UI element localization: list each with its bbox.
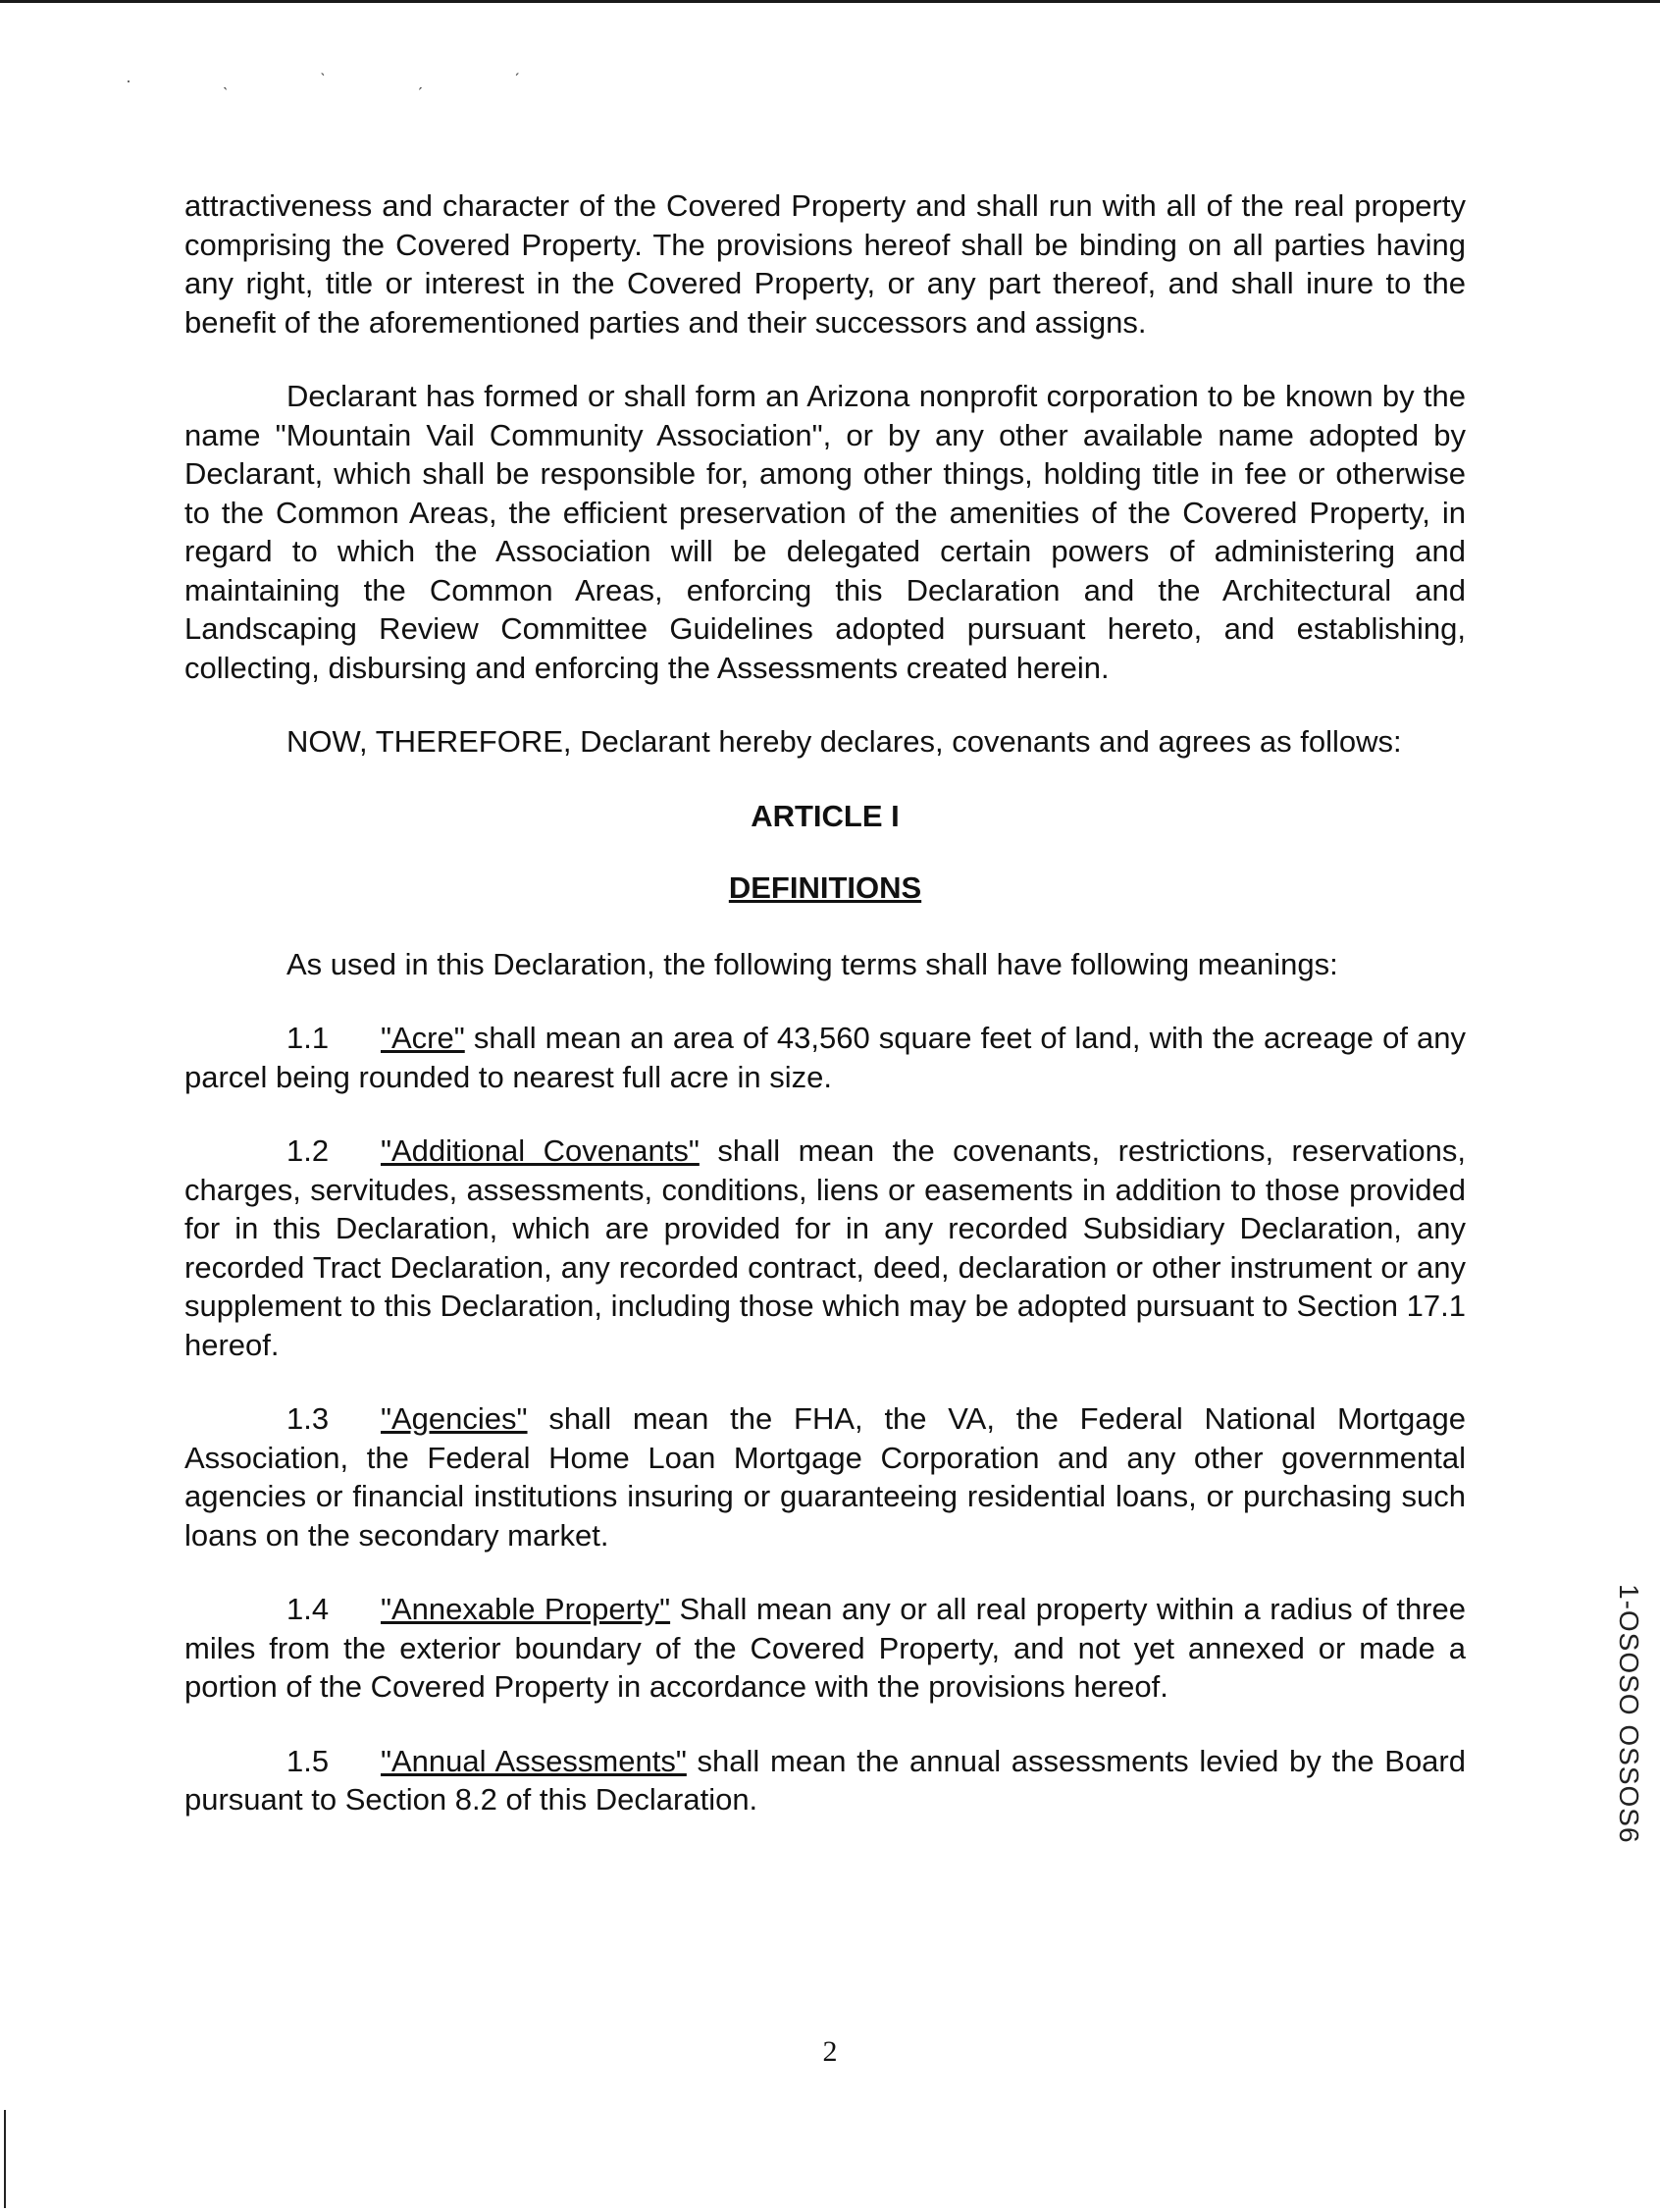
definition-agencies — [184, 1399, 1466, 1554]
top-scan-border — [0, 0, 1660, 3]
recording-stamp-text: 1-OSOSO OSSOS6 — [1614, 1584, 1644, 1844]
left-scan-mark — [4, 2110, 6, 2208]
definition-term: "Additional Covenants" — [381, 1133, 700, 1168]
definition-text: shall mean the FHA, the VA, the Federal National Mortgage Association, the Federal Home Loan Mortgage Corporation and any other governmental agencies or financial institutions insuring or guaranteeing residential loans, or purchasing such loans on the secondary market. — [184, 1401, 1466, 1553]
definition-annual-assessments — [184, 1742, 1466, 1819]
definition-term: "Acre" — [381, 1021, 465, 1055]
definition-number: 1.1 — [286, 1021, 330, 1055]
paragraph-now-therefore: NOW, THEREFORE, Declarant hereby declares, covenants and agrees as follows: — [286, 724, 1402, 759]
definition-text: shall mean an area of 43,560 square feet of land, with the acreage of any parcel being rounded to nearest full acre in size. — [184, 1021, 1466, 1094]
definition-term: "Annexable Property" — [381, 1592, 671, 1626]
definition-number: 1.2 — [286, 1133, 330, 1168]
definition-additional-covenants — [184, 1132, 1466, 1364]
definitions-intro: As used in this Declaration, the following terms shall have following meanings: — [286, 946, 1338, 981]
paragraph-association: Declarant has formed or shall form an Arizona nonprofit corporation to be known by the name "Mountain Vail Community Association", or by any other available name adopted by Declarant, which shall be responsible for, among other things, holding title in fee or otherwise to the Common Areas, the efficient preservation of the amenities of the Covered Property, in regard to which the Association will be delegated certain powers of administering and maintaining the Common Areas, enforcing this Declaration and the Architectural and Landscaping Review Committee Guidelines adopted pursuant hereto, and establishing, collecting, disbursing and enforcing the Assessments created herein. — [184, 379, 1466, 685]
scan-artifacts: · ˎ ˋ ˏ ˊ — [126, 71, 563, 90]
recording-stamp — [1609, 1584, 1648, 1844]
article-heading: ARTICLE I — [751, 798, 900, 833]
definition-term: "Annual Assessments" — [381, 1743, 687, 1778]
definition-term: "Agencies" — [381, 1401, 528, 1436]
definition-annexable-property — [184, 1590, 1466, 1707]
definition-number: 1.3 — [286, 1401, 330, 1436]
page-number: 2 — [822, 2035, 838, 2068]
definition-number: 1.5 — [286, 1743, 330, 1778]
definition-acre — [184, 1019, 1466, 1096]
definition-text: Shall mean any or all real property within a radius of three miles from the exterior boundary of the Covered Property, and not yet annexed or made a portion of the Covered Property in accordance with the provisions hereof. — [184, 1592, 1466, 1704]
document-page — [184, 186, 1466, 1855]
paragraph-recital-end: attractiveness and character of the Covered Property and shall run with all of the real property comprising the Covered Property. The provisions hereof shall be binding on all parties having any right, title or interest in the Covered Property, or any part thereof, and shall inure to the benefit of the aforementioned parties and their successors and assigns. — [184, 188, 1466, 340]
section-heading-definitions: DEFINITIONS — [728, 870, 922, 905]
definition-text: shall mean the covenants, restrictions, reservations, charges, servitudes, assessments, conditions, liens or easements in addition to those provided for in this Declaration, which are provided for in any recorded Subsidiary Declaration, any recorded Tract Declaration, any recorded contract, deed, declaration or other instrument or any supplement to this Declaration, including those which may be adopted pursuant to Section 17.1 hereof. — [184, 1133, 1467, 1362]
definition-number: 1.4 — [286, 1592, 330, 1626]
definition-text: shall mean the annual assessments levied by the Board pursuant to Section 8.2 of this Declaration. — [184, 1743, 1466, 1817]
